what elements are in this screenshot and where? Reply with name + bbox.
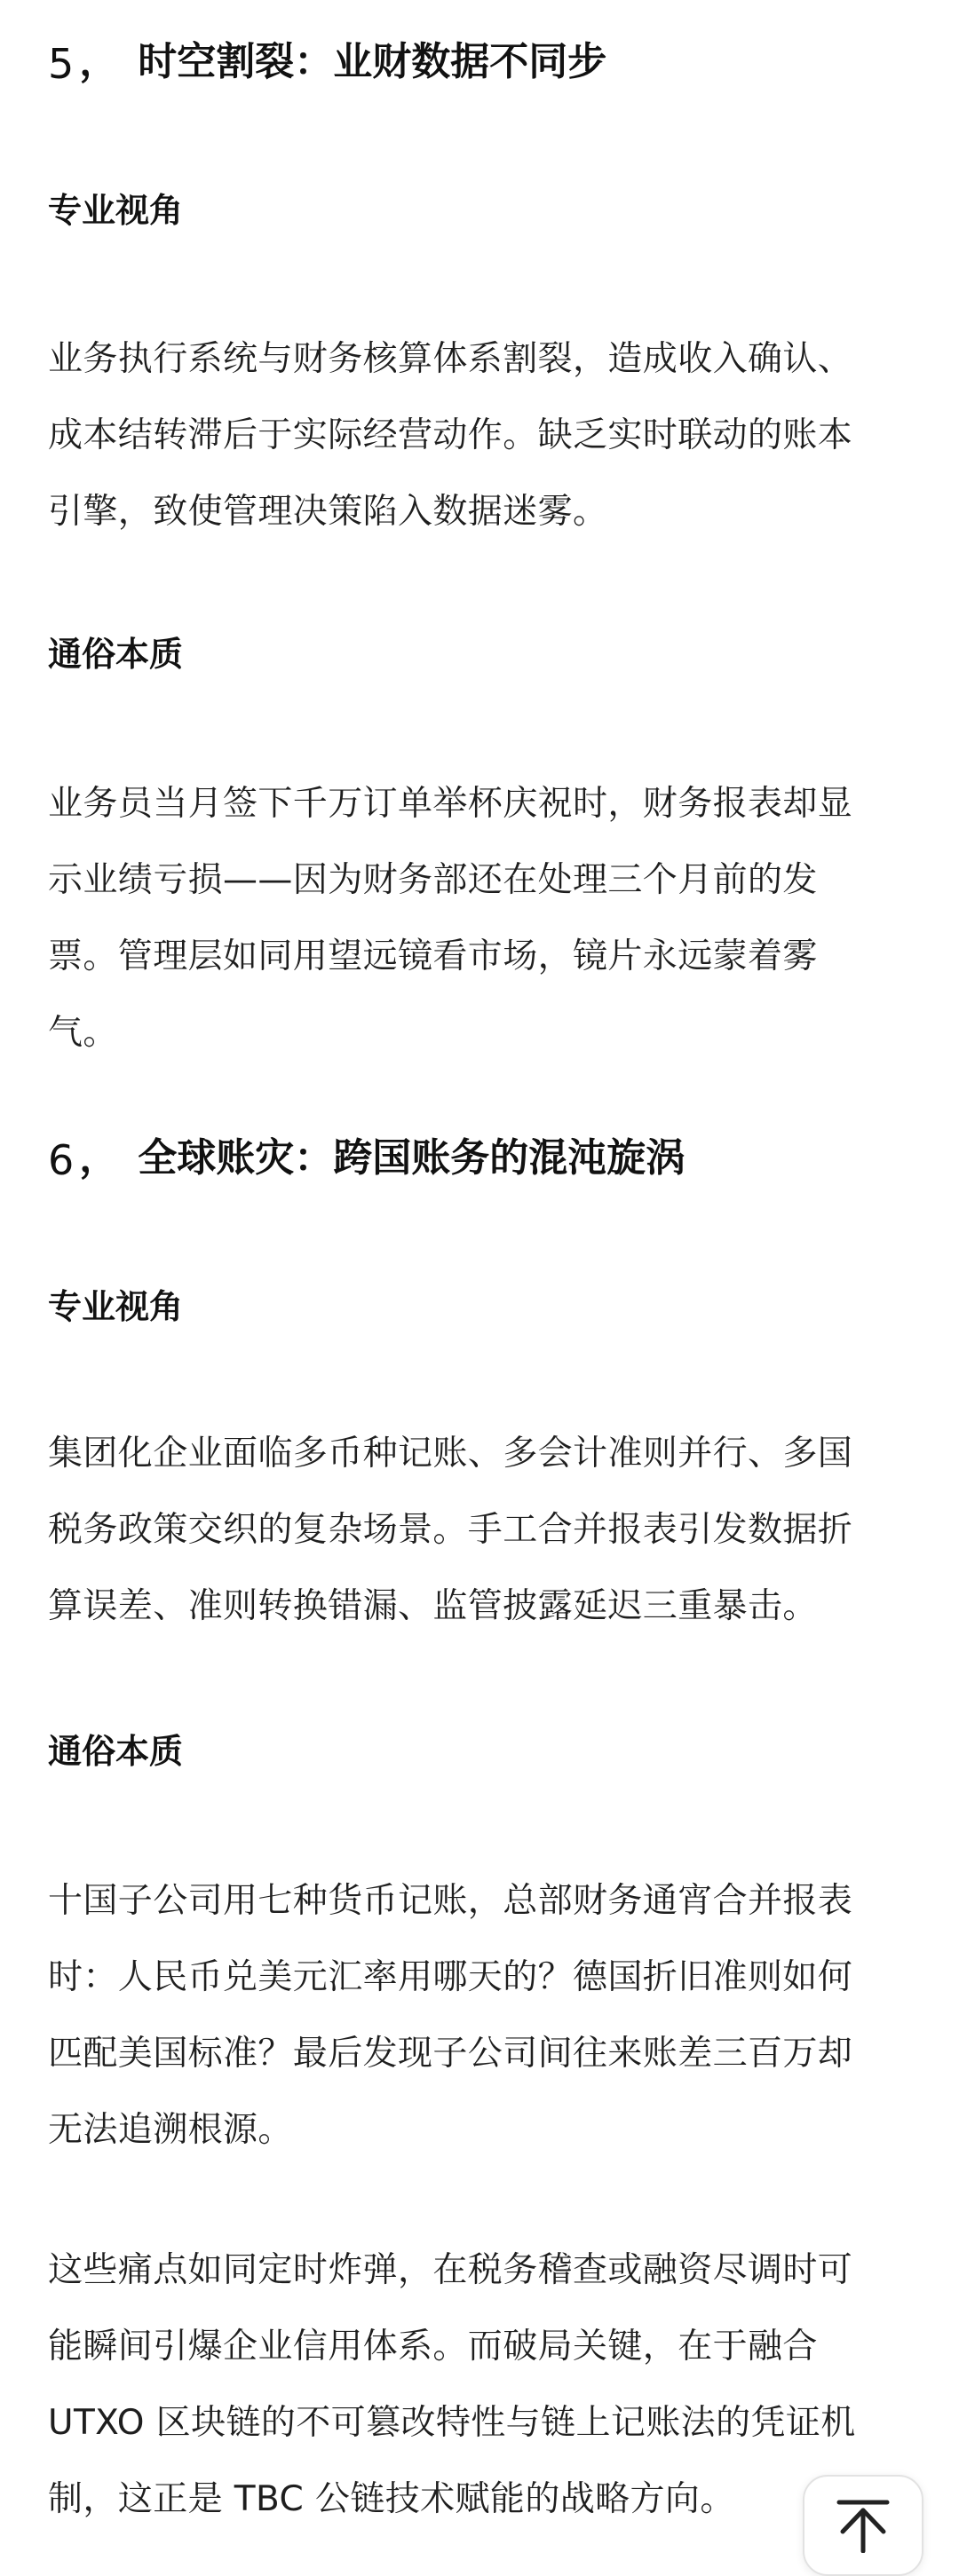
paragraph-line: 示业绩亏损——因为财务部还在处理三个月前的发 [48, 860, 818, 900]
paragraph-line: 这些痛点如同定时炸弹，在税务稽查或融资尽调时可 [48, 2250, 853, 2290]
section-title: 时空割裂：业财数据不同步 [138, 39, 607, 84]
paragraph-professional [48, 321, 911, 550]
section-title: 全球账灾：跨国账务的混沌旋涡 [138, 1135, 686, 1181]
paragraph-line: UTXO 区块链的不可篡改特性与链上记账法的凭证机 [48, 2403, 856, 2443]
paragraph-line: 业务执行系统与财务核算体系割裂，造成收入确认、 [48, 339, 853, 379]
section-number: 5 [48, 40, 75, 88]
paragraph-line: 制，这正是 TBC 公链技术赋能的战略方向。 [48, 2479, 735, 2519]
back-to-top-button[interactable] [803, 2475, 923, 2576]
section-number: 6 [48, 1136, 75, 1184]
paragraph-professional [48, 1416, 911, 1645]
paragraph-line: 无法追溯根源。 [48, 2110, 293, 2150]
arrow-up-to-top-icon [836, 2498, 891, 2553]
section-separator: ， [79, 39, 119, 84]
paragraph-line: 成本结转滞后于实际经营动作。缺乏实时联动的账本 [48, 415, 853, 455]
paragraph-line: 引擎，致使管理决策陷入数据迷雾。 [48, 492, 608, 532]
paragraph-line: 能瞬间引爆企业信用体系。而破局关键，在于融合 [48, 2327, 818, 2367]
paragraph-line: 集团化企业面临多币种记账、多会计准则并行、多国 [48, 1434, 853, 1474]
paragraph-plain [48, 1863, 911, 2169]
paragraph-line: 算误差、准则转换错漏、监管披露延迟三重暴击。 [48, 1586, 818, 1626]
section-heading-5 [48, 27, 911, 89]
paragraph-line: 税务政策交织的复杂场景。手工合并报表引发数据折 [48, 1510, 853, 1550]
subheading-plain-essence: 通俗本质 [48, 1732, 184, 1771]
paragraph-conclusion [48, 2232, 911, 2538]
subheading-plain-essence: 通俗本质 [48, 635, 184, 674]
subheading-professional-view: 专业视角 [48, 191, 184, 230]
paragraph-line: 气。 [48, 1013, 118, 1053]
paragraph-plain [48, 766, 911, 1071]
paragraph-line: 票。管理层如同用望远镜看市场，镜片永远蒙着雾 [48, 936, 818, 976]
subheading-professional-view: 专业视角 [48, 1287, 184, 1326]
paragraph-line: 匹配美国标准？最后发现子公司间往来账差三百万却 [48, 2034, 853, 2074]
paragraph-line: 时：人民币兑美元汇率用哪天的？德国折旧准则如何 [48, 1957, 853, 1997]
section-heading-6 [48, 1123, 911, 1185]
paragraph-line: 十国子公司用七种货币记账，总部财务通宵合并报表 [48, 1881, 853, 1921]
paragraph-line: 业务员当月签下千万订单举杯庆祝时，财务报表却显 [48, 784, 853, 824]
section-separator: ， [79, 1135, 119, 1181]
